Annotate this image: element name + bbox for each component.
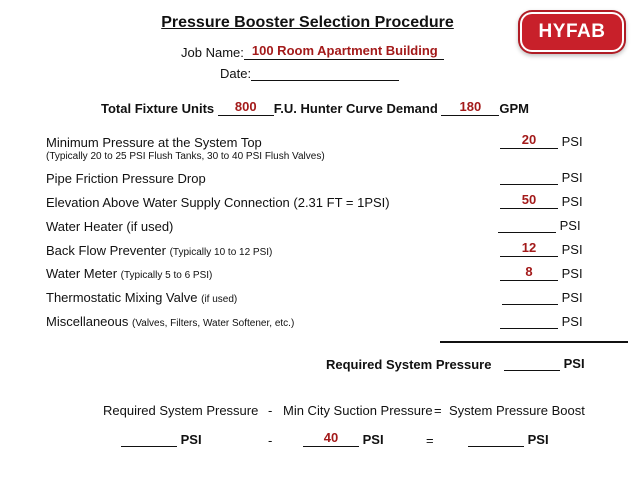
psi-unit: PSI — [362, 432, 384, 447]
row-label: Back Flow Preventer — [46, 243, 166, 258]
date-field[interactable] — [251, 66, 399, 81]
formula-entry-city-suction — [303, 432, 384, 447]
required-pressure-entry — [504, 356, 585, 371]
date-row — [220, 66, 399, 81]
row-label: Water Meter — [46, 266, 118, 281]
row-note: (if used) — [201, 294, 238, 305]
date-label: Date: — [220, 66, 252, 81]
formula-equals-sign-bottom: = — [426, 433, 434, 448]
hunter-curve-label: F.U. Hunter Curve Demand — [273, 101, 438, 116]
row-note: (Typically 20 to 25 PSI Flush Tanks, 30 to 40 PSI Flush Valves) — [46, 151, 325, 162]
psi-unit: PSI — [561, 242, 583, 257]
psi-unit: PSI — [561, 266, 583, 281]
formula-field-required[interactable] — [121, 432, 177, 447]
row-label: Miscellaneous — [46, 314, 129, 329]
psi-unit: PSI — [561, 290, 583, 305]
psi-value: 12 — [521, 240, 537, 255]
row-psi-entry — [500, 134, 583, 149]
row-label: Thermostatic Mixing Valve — [46, 290, 198, 305]
psi-unit: PSI — [180, 432, 202, 447]
psi-unit: PSI — [561, 170, 583, 185]
row-min-pressure — [46, 135, 262, 150]
row-psi-entry — [500, 242, 583, 257]
row-note: (Typically 5 to 6 PSI) — [120, 270, 213, 281]
row-label: Pipe Friction Pressure Drop — [46, 171, 206, 186]
fixture-label: Total Fixture Units — [101, 101, 215, 116]
row-psi-entry — [500, 170, 583, 185]
row-psi-entry — [500, 314, 583, 329]
row-note: (Valves, Filters, Water Softener, etc.) — [132, 318, 295, 329]
psi-field[interactable] — [500, 314, 558, 329]
row-psi-entry — [502, 290, 583, 305]
total-divider-line — [440, 341, 628, 343]
fixture-units-value: 800 — [234, 99, 257, 114]
row-psi-entry — [500, 194, 583, 209]
job-name-row — [181, 45, 444, 60]
required-pressure-field[interactable] — [504, 356, 560, 371]
gpm-field[interactable] — [441, 101, 499, 116]
psi-field[interactable] — [500, 242, 558, 257]
fixture-units-field[interactable] — [218, 101, 274, 116]
formula-value-city-suction: 40 — [323, 430, 339, 445]
psi-value: 50 — [521, 192, 537, 207]
row-psi-entry — [498, 218, 581, 233]
row-pipe-friction — [46, 171, 206, 186]
formula-entry-boost — [468, 432, 549, 447]
gpm-value: 180 — [459, 99, 482, 114]
formula-minus-sign-bottom: - — [268, 433, 273, 448]
psi-unit: PSI — [563, 356, 585, 371]
psi-field[interactable] — [500, 266, 558, 281]
formula-term-city-suction: Min City Suction Pressure — [283, 403, 433, 418]
psi-unit: PSI — [561, 314, 583, 329]
formula-equals-sign: = — [434, 403, 442, 418]
row-water-heater — [46, 219, 173, 234]
job-name-label: Job Name: — [181, 45, 244, 60]
row-note: (Typically 10 to 12 PSI) — [169, 247, 273, 258]
psi-value: 20 — [521, 132, 537, 147]
psi-unit: PSI — [559, 218, 581, 233]
row-psi-entry — [500, 266, 583, 281]
gpm-label: GPM — [499, 101, 530, 116]
job-name-field[interactable] — [244, 45, 444, 60]
row-elevation — [46, 195, 390, 210]
row-label: Minimum Pressure at the System Top — [46, 135, 262, 150]
psi-field[interactable] — [502, 290, 558, 305]
psi-field[interactable] — [500, 134, 558, 149]
row-miscellaneous — [46, 314, 294, 329]
psi-field[interactable] — [500, 194, 558, 209]
psi-value: 8 — [525, 264, 533, 279]
required-pressure-label: Required System Pressure — [326, 357, 492, 372]
psi-unit: PSI — [561, 194, 583, 209]
psi-unit: PSI — [527, 432, 549, 447]
page-title: Pressure Booster Selection Procedure — [161, 14, 454, 31]
row-water-meter — [46, 266, 212, 281]
formula-minus-sign: - — [268, 403, 273, 418]
formula-entry-required — [121, 432, 202, 447]
row-label: Elevation Above Water Supply Connection (2.31 FT = 1PSI) — [46, 195, 390, 210]
row-mixing-valve — [46, 290, 237, 305]
formula-field-boost[interactable] — [468, 432, 524, 447]
row-label: Water Heater (if used) — [46, 219, 174, 234]
formula-term-required: Required System Pressure — [103, 403, 259, 418]
row-backflow — [46, 243, 272, 258]
formula-term-boost: System Pressure Boost — [449, 403, 585, 418]
hyfab-logo: HYFAB — [522, 14, 622, 50]
fixture-row — [101, 101, 529, 116]
formula-field-city-suction[interactable] — [303, 432, 359, 447]
job-name-value: 100 Room Apartment Building — [251, 43, 438, 58]
psi-field[interactable] — [500, 170, 558, 185]
psi-unit: PSI — [561, 134, 583, 149]
psi-field[interactable] — [498, 218, 556, 233]
